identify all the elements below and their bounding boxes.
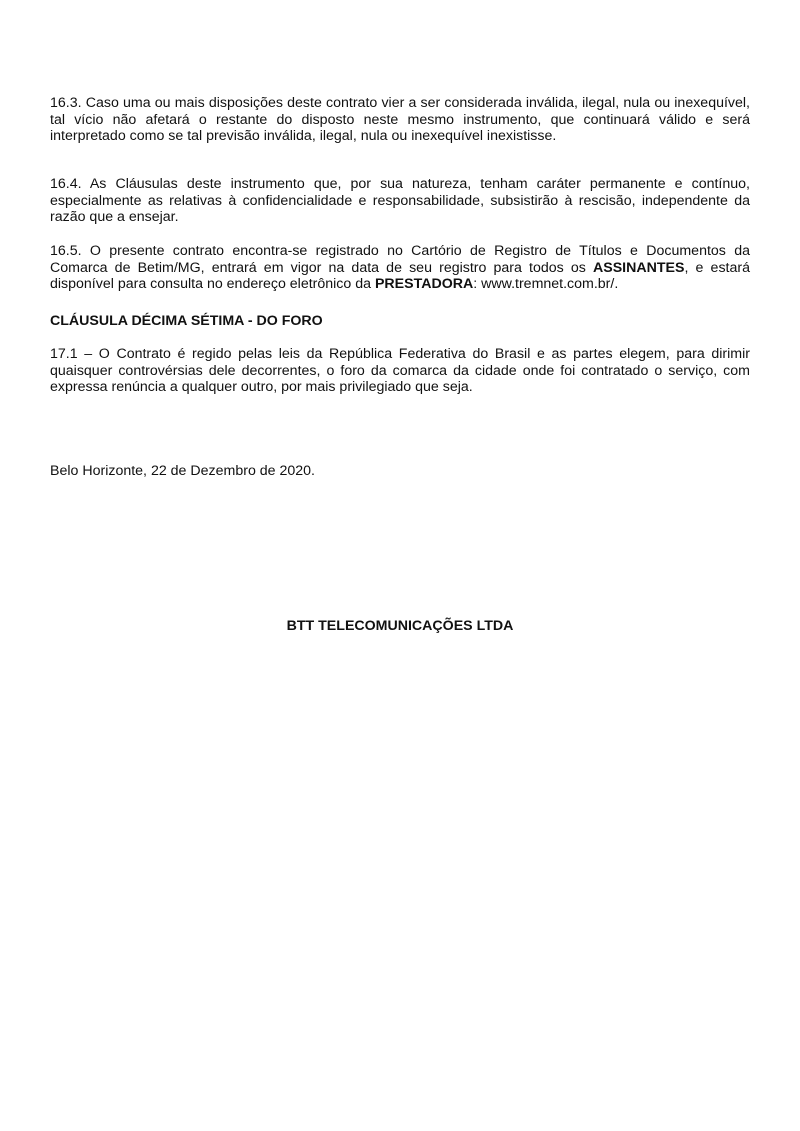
clause-16-5 (50, 243, 750, 293)
clause-16-5-text-1: 16.5. O presente contrato encontra-se registrado no Cartório de Registro de Títulos e Documentos da Comarca de Betim/MG, entrará em vigor na data de seu registro para todos os (50, 243, 750, 276)
clause-16-4: 16.4. As Cláusulas deste instrumento que, por sua natureza, tenham caráter permanente e contínuo, especialmente as relativas à confidencialidade e responsabilidade, subsistirão à rescisão, independente da razão que a ensejar. (50, 176, 750, 226)
company-name: BTT TELECOMUNICAÇÕES LTDA (286, 618, 514, 634)
prestadora-term: PRESTADORA (374, 276, 474, 293)
place-and-date: Belo Horizonte, 22 de Dezembro de 2020. (50, 463, 315, 479)
clause-16-5-text-3: : www.tremnet.com.br/. (473, 276, 619, 293)
clause-17-heading: CLÁUSULA DÉCIMA SÉTIMA - DO FORO (50, 313, 323, 329)
assinantes-term: ASSINANTES (593, 259, 685, 276)
clause-16-5-text-2: , e estará disponível para consulta no endereço eletrônico da (50, 259, 750, 293)
clause-16-3: 16.3. Caso uma ou mais disposições deste contrato vier a ser considerada inválida, ilegal, nula ou inexequível, tal vício não afetará o restante do disposto neste mesmo instrumento, que continuará válido e será interpretado como se tal previsão inválida, ilegal, nula ou inexequível inexistisse. (50, 95, 750, 145)
clause-17-1: 17.1 – O Contrato é regido pelas leis da República Federativa do Brasil e as partes elegem, para dirimir quaisquer controvérsias dele decorrentes, o foro da comarca da cidade onde foi contratado o serviço, com expressa renúncia a qualquer outro, por mais privilegiado que seja. (50, 346, 750, 396)
